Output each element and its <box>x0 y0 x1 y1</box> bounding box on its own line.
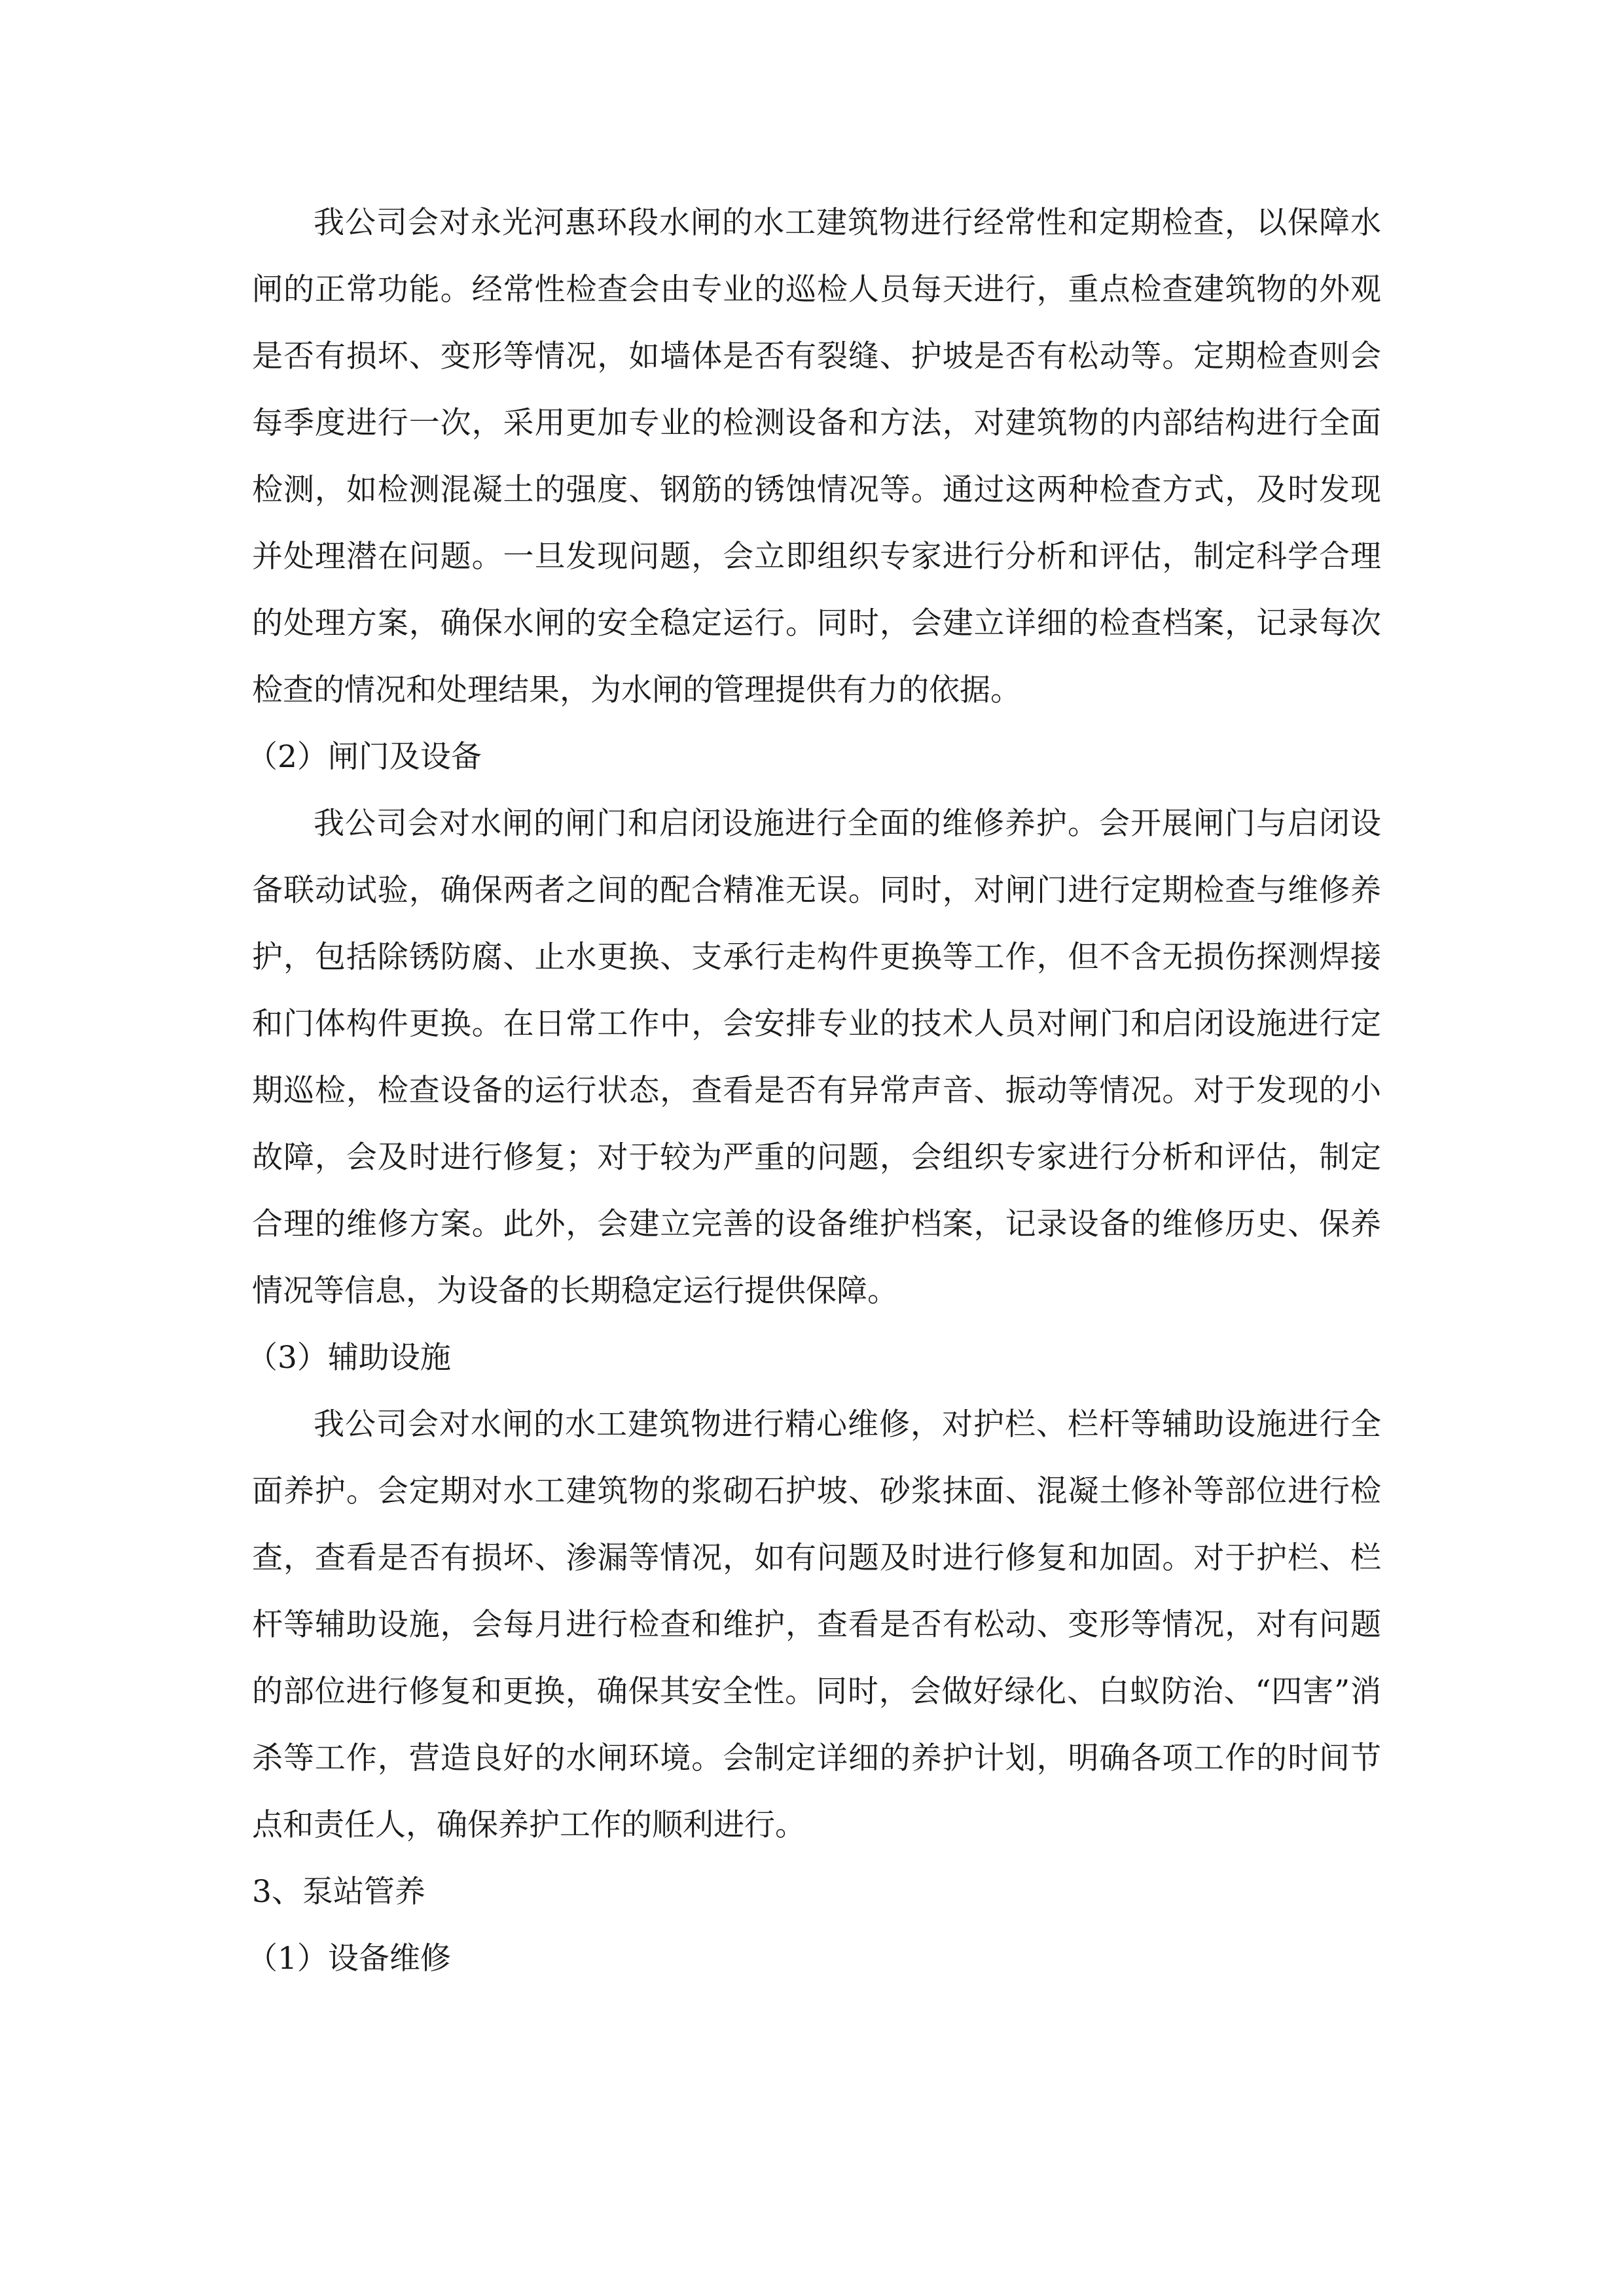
paragraph-gates-maintenance: 我公司会对水闸的闸门和启闭设施进行全面的维修养护。会开展闸门与启闭设备联动试验，确保两者之间的配合精准无误。同时，对闸门进行定期检查与维修养护，包括除锈防腐、止水更换、支承行走构件更换等工作，但不含无损伤探测焊接和门体构件更换。在日常工作中，会安排专业的技术人员对闸门和启闭设施进行定期巡检，检查设备的运行状态，查看是否有异常声音、振动等情况。对于发现的小故障，会及时进行修复；对于较为严重的问题，会组织专家进行分析和评估，制定合理的维修方案。此外，会建立完善的设备维护档案，记录设备的维修历史、保养情况等信息，为设备的长期稳定运行提供保障。 <box>252 806 1381 1309</box>
section-heading-gates-and-equipment: （2）闸门及设备 <box>247 739 482 775</box>
section-heading-pump-station: 3、泵站管养 <box>252 1874 425 1910</box>
section-heading-auxiliary-facilities: （3）辅助设施 <box>247 1340 451 1376</box>
paragraph-auxiliary-facilities-maintenance: 我公司会对水闸的水工建筑物进行精心维修，对护栏、栏杆等辅助设施进行全面养护。会定期对水工建筑物的浆砌石护坡、砂浆抹面、混凝土修补等部位进行检查，查看是否有损坏、渗漏等情况，如有问题及时进行修复和加固。对于护栏、栏杆等辅助设施，会每月进行检查和维护，查看是否有松动、变形等情况，对有问题的部位进行修复和更换，确保其安全性。同时，会做好绿化、白蚁防治、“四害”消杀等工作，营造良好的水闸环境。会制定详细的养护计划，明确各项工作的时间节点和责任人，确保养护工作的顺利进行。 <box>252 1407 1381 1843</box>
paragraph-hydraulic-structures-inspection: 我公司会对永光河惠环段水闸的水工建筑物进行经常性和定期检查，以保障水闸的正常功能。经常性检查会由专业的巡检人员每天进行，重点检查建筑物的外观是否有损坏、变形等情况，如墙体是否有裂缝、护坡是否有松动等。定期检查则会每季度进行一次，采用更加专业的检测设备和方法，对建筑物的内部结构进行全面检测，如检测混凝土的强度、钢筋的锈蚀情况等。通过这两种检查方式，及时发现并处理潜在问题。一旦发现问题，会立即组织专家进行分析和评估，制定科学合理的处理方案，确保水闸的安全稳定运行。同时，会建立详细的检查档案，记录每次检查的情况和处理结果，为水闸的管理提供有力的依据。 <box>252 205 1381 708</box>
document-body <box>247 190 1381 1992</box>
section-heading-equipment-repair: （1）设备维修 <box>247 1941 451 1977</box>
